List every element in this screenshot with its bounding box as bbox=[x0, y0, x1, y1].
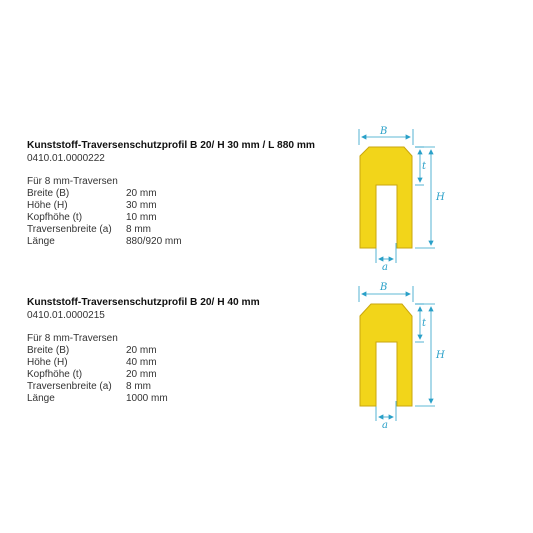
spec-row bbox=[27, 393, 327, 405]
dim-label-b: B bbox=[380, 282, 388, 293]
spec-label: Höhe (H) bbox=[27, 357, 68, 368]
spec-label: Kopfhöhe (t) bbox=[27, 369, 83, 380]
spec-row bbox=[27, 236, 327, 248]
spec-value: 40 mm bbox=[126, 357, 157, 368]
spec-value: 20 mm bbox=[126, 345, 157, 356]
spec-list bbox=[27, 188, 327, 248]
product-title: Kunststoff-Traversenschutzprofil B 20/ H 40 mm bbox=[27, 297, 260, 308]
dim-label-h: H bbox=[436, 192, 445, 203]
spec-value: 20 mm bbox=[126, 369, 157, 380]
spec-value: 880/920 mm bbox=[126, 236, 182, 247]
spec-row bbox=[27, 345, 327, 357]
spec-label: Länge bbox=[27, 393, 55, 404]
spec-label: Breite (B) bbox=[27, 345, 70, 356]
product-code: 0410.01.0000222 bbox=[27, 153, 105, 164]
dim-label-a: a bbox=[382, 420, 388, 431]
profile-drawing-svg bbox=[340, 118, 460, 273]
spec-value: 8 mm bbox=[126, 224, 151, 235]
spec-row bbox=[27, 381, 327, 393]
product-2-text bbox=[27, 297, 327, 405]
spec-value: 10 mm bbox=[126, 212, 157, 223]
profile-drawing-svg bbox=[340, 276, 460, 431]
product-note: Für 8 mm-Traversen bbox=[27, 176, 118, 187]
u-profile-shape bbox=[360, 304, 412, 406]
spec-label: Traversenbreite (a) bbox=[27, 224, 112, 235]
product-code: 0410.01.0000215 bbox=[27, 310, 105, 321]
profile-drawing-2 bbox=[340, 276, 460, 431]
spec-row bbox=[27, 357, 327, 369]
product-note: Für 8 mm-Traversen bbox=[27, 333, 118, 344]
spec-label: Länge bbox=[27, 236, 55, 247]
dim-label-b: B bbox=[380, 126, 388, 137]
spec-value: 20 mm bbox=[126, 188, 157, 199]
spec-list bbox=[27, 345, 327, 405]
spec-row bbox=[27, 369, 327, 381]
product-1-text bbox=[27, 140, 327, 248]
spec-row bbox=[27, 200, 327, 212]
spec-value: 8 mm bbox=[126, 381, 151, 392]
spec-row bbox=[27, 212, 327, 224]
spec-row bbox=[27, 224, 327, 236]
spec-label: Breite (B) bbox=[27, 188, 70, 199]
spec-value: 1000 mm bbox=[126, 393, 168, 404]
spec-row bbox=[27, 188, 327, 200]
profile-drawing-1 bbox=[340, 118, 460, 273]
product-title: Kunststoff-Traversenschutzprofil B 20/ H 30 mm / L 880 mm bbox=[27, 140, 315, 151]
dim-label-t: t bbox=[422, 161, 427, 172]
spec-value: 30 mm bbox=[126, 200, 157, 211]
dim-label-h: H bbox=[436, 350, 445, 361]
dim-label-t: t bbox=[422, 318, 427, 329]
spec-label: Kopfhöhe (t) bbox=[27, 212, 83, 223]
dim-label-a: a bbox=[382, 262, 388, 273]
spec-label: Traversenbreite (a) bbox=[27, 381, 112, 392]
spec-label: Höhe (H) bbox=[27, 200, 68, 211]
u-profile-shape bbox=[360, 147, 412, 248]
